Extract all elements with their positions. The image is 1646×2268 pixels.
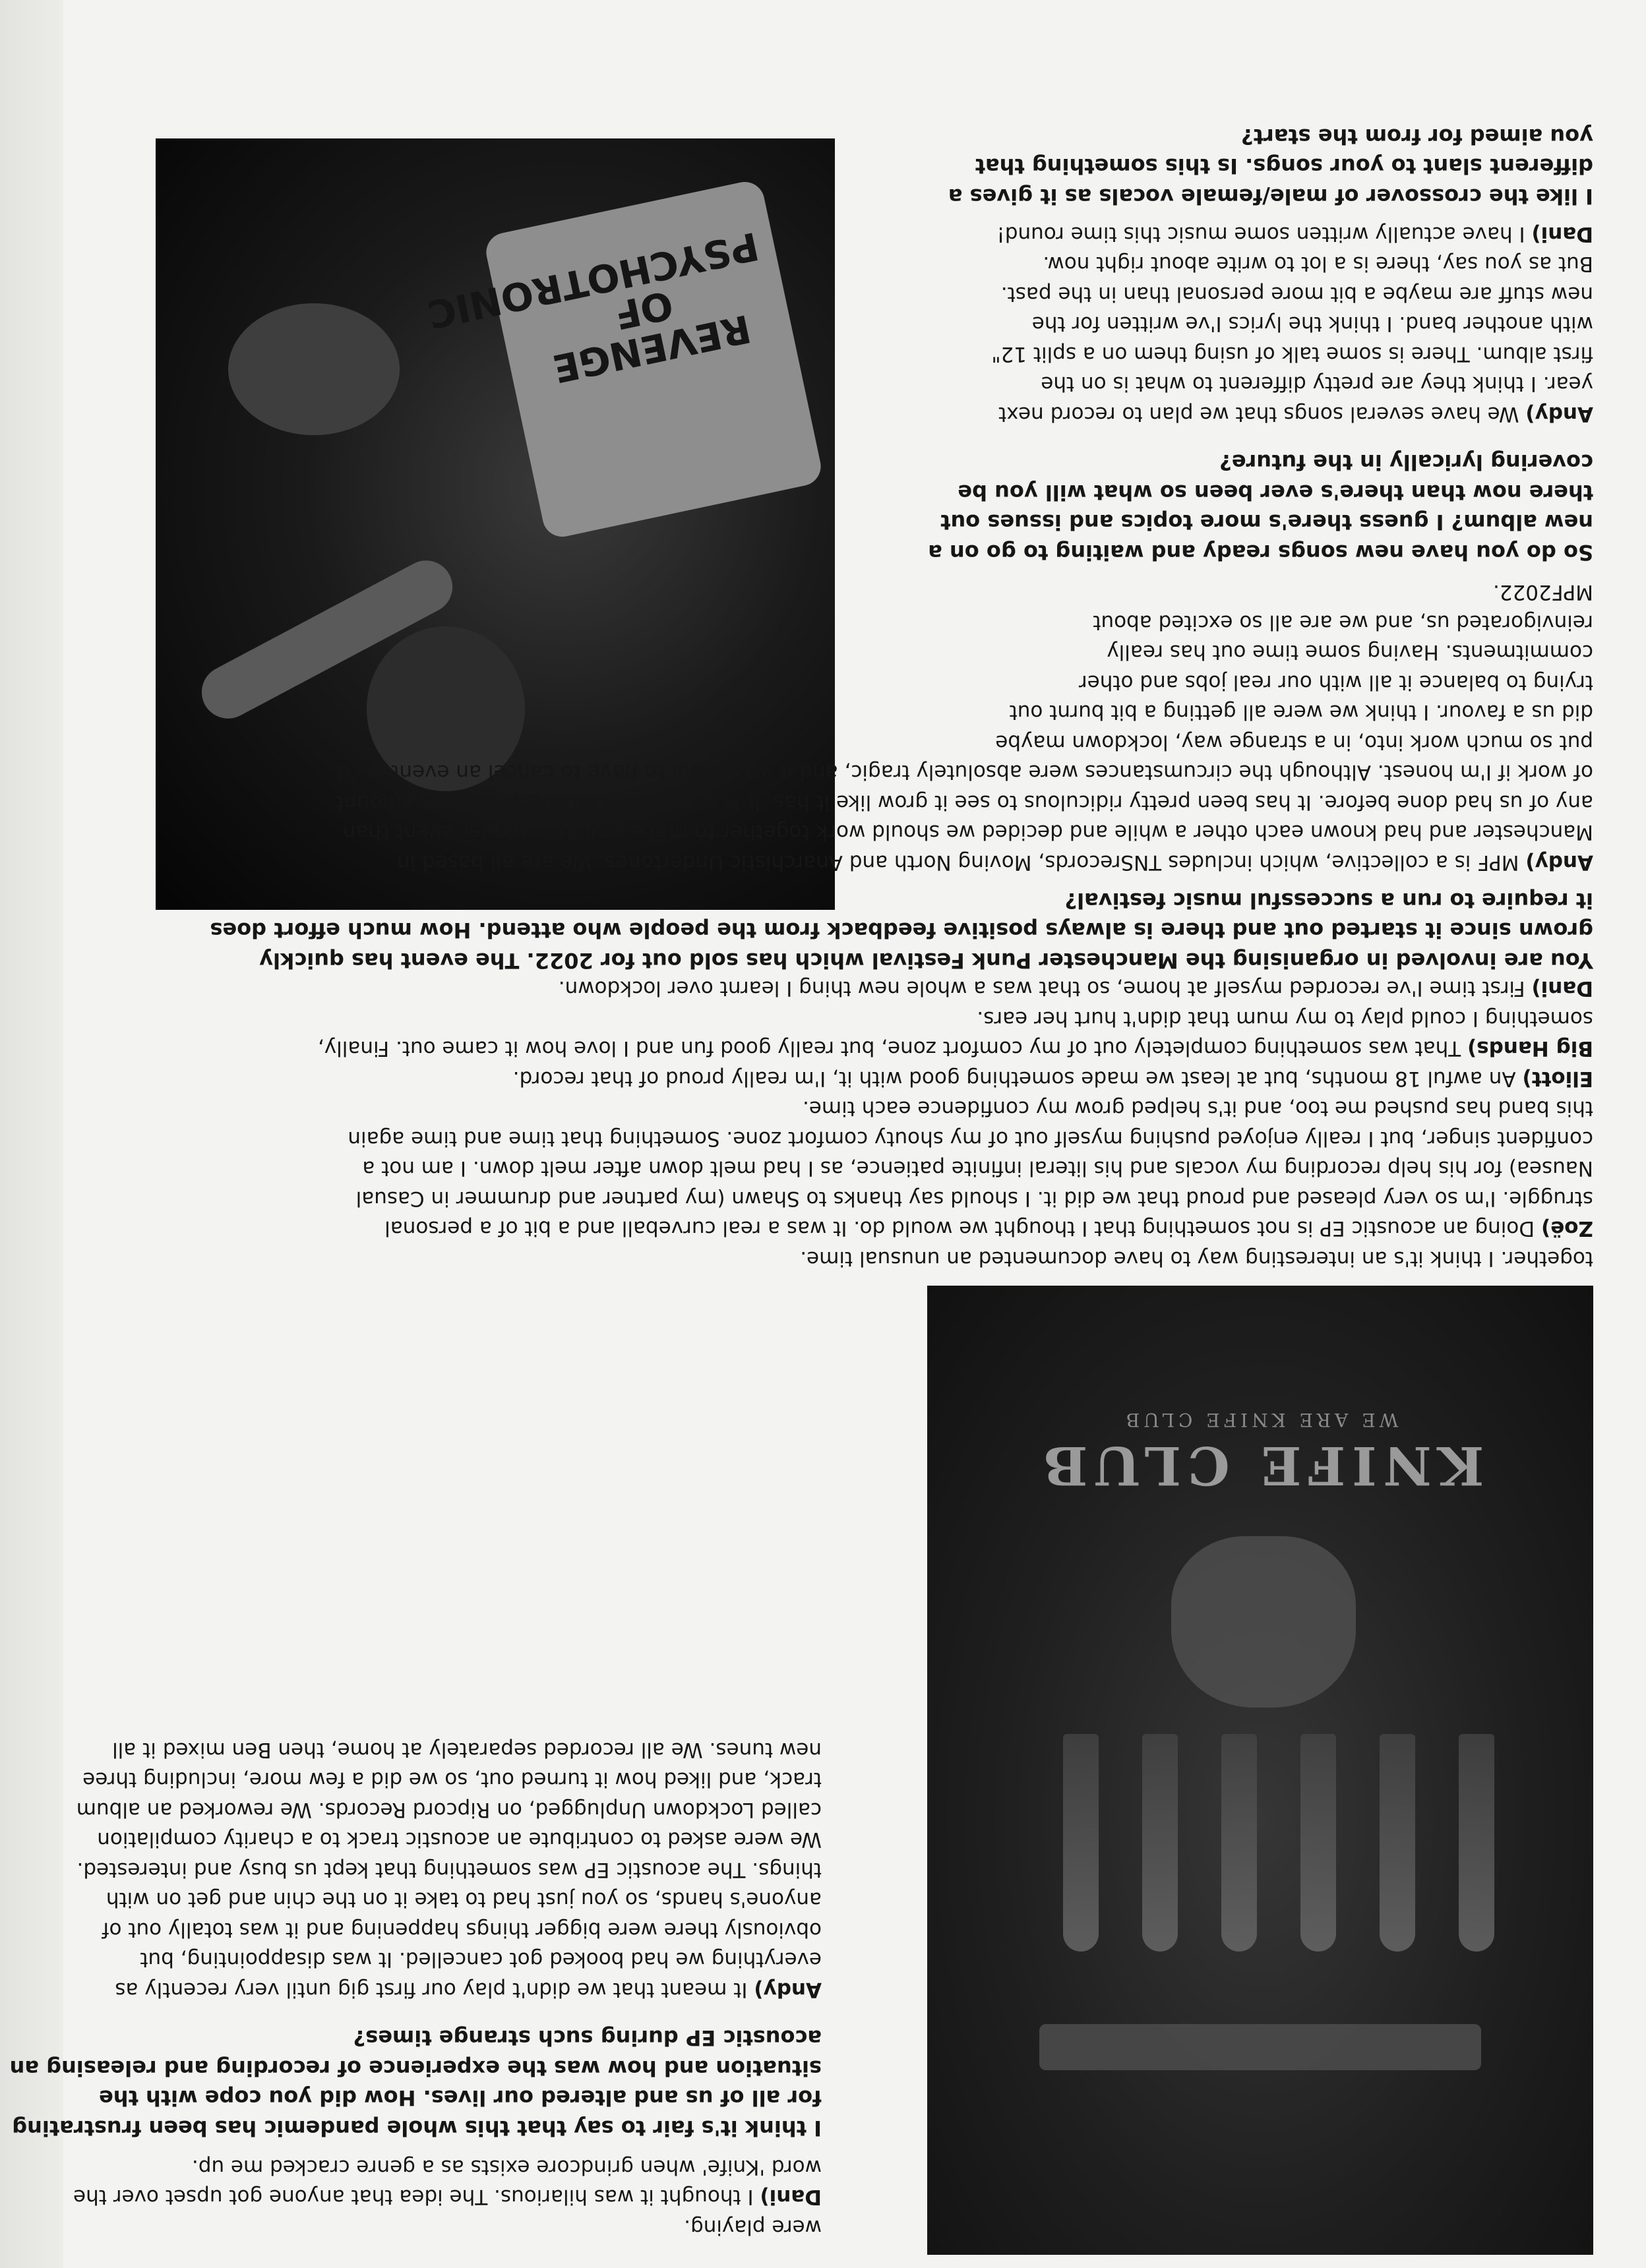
answer-line: first album. There is some talk of using them on a split 12" — [991, 342, 1593, 366]
answer-pandemic-narrow — [76, 1735, 822, 2005]
speaker-name: Andy) — [1525, 850, 1593, 874]
answer-text: It meant that we didn't play our first gig until very recently as — [115, 1978, 754, 2002]
answer-line: MPF2022. — [1492, 580, 1593, 605]
answer-line — [73, 2182, 822, 2212]
question-line: new album? I guess there's more topics and issues out — [940, 510, 1593, 535]
answer-line: did us a favour. I think we were all getting a bit burnt out — [1009, 700, 1593, 725]
question-line: So do you have new songs ready and waiting to go on a — [928, 540, 1593, 565]
question-new-songs — [928, 447, 1593, 567]
t-shirt-text: REVENGE OF PSYCHOTRONIC — [423, 223, 763, 392]
answer-line: called Lockdown Unplugged, on Ripcord Records. We reworked an album — [76, 1798, 822, 1822]
answer-line: confident singer, but I really enjoyed pushing myself out of my shouty comfort zone. Something that time and time again — [348, 1127, 1593, 1150]
album-cover-image — [927, 1286, 1593, 2255]
answer-text: I have actually written some music this time round! — [996, 222, 1532, 246]
answer-line: year. I think they are pretty different to what is on the — [1041, 372, 1593, 396]
speaker-name: Eliott) — [1522, 1067, 1593, 1090]
answer-line: track, and liked how it turned out, so we did a few more, including three — [82, 1768, 822, 1792]
answer-line — [318, 1213, 1593, 1243]
answer-text: Doing an acoustic EP is not something that I thought we would do. It was a real curveball and a bit of a personal — [384, 1216, 1542, 1241]
answer-line: any of us had done before. It has been pretty ridiculous to see it grow like it has. It is sometimes an overwhelming amount — [335, 791, 1593, 814]
answer-line: struggle. I'm so very pleased and proud that we did it. I should say thanks to Shawn (my partner and drummer in Casual — [355, 1187, 1593, 1210]
question-line: I think it's fair to say that this whole pandemic has been frustrating — [12, 2116, 822, 2141]
question-line: you aimed for from the start? — [1241, 124, 1593, 149]
answer-line: put so much work into, in a strange way, lockdown maybe — [995, 731, 1593, 754]
question-line: it require to run a successful music festival? — [1064, 888, 1593, 913]
knife-illustration — [1063, 1734, 1099, 1952]
knife-illustration — [1142, 1734, 1178, 1952]
answer-text: MPF is a collective, which includes TNSrecords, Moving North and Anarchistic Undertones. We are all based in — [396, 850, 1526, 874]
cover-banner — [1039, 2024, 1481, 2070]
question-pandemic — [10, 2023, 822, 2143]
question-line: situation and how was the experience of recording and releasing an — [9, 2056, 822, 2081]
question-festival — [210, 885, 1593, 976]
answer-line: were playing. — [684, 2215, 822, 2239]
speaker-name: Dani) — [1531, 222, 1593, 246]
answer-line: obviously there were bigger things happening and it was totally out of — [102, 1918, 822, 1942]
speaker-name: Andy) — [754, 1978, 822, 2002]
answer-line — [991, 219, 1593, 249]
question-line: I like the crossover of male/female vocals as it gives a — [948, 184, 1593, 209]
answer-line: everything we had booked got cancelled. It was disappointing, but — [140, 1948, 822, 1972]
answer-festival-narrow — [995, 577, 1593, 757]
answer-line: together. I think it's an interesting way to have documented an unusual time. — [800, 1247, 1593, 1270]
knife-illustration — [1459, 1734, 1494, 1952]
answer-text: That was something completely out of my comfort zone, but really good fun and I love how it came out. Finally, — [317, 1036, 1468, 1061]
question-line: covering lyrically in the future? — [1219, 450, 1593, 475]
answer-line — [336, 847, 1593, 878]
question-line: grown since it started out and there is always positive feedback from the people who attend. How much effort does — [210, 918, 1593, 943]
knife-illustration — [1300, 1734, 1336, 1952]
answer-line: with another band. I think the lyrics I've written for the — [1031, 312, 1593, 336]
answer-text: I thought it was hilarious. The idea that anyone got upset over the — [73, 2185, 760, 2209]
question-line: different slant to your songs. Is this something that — [975, 154, 1593, 179]
question-line: acoustic EP during such strange times? — [353, 2025, 822, 2051]
answer-line: word 'Knife' when grindcore exists as a genre cracked me up. — [191, 2155, 822, 2179]
intro-answer — [73, 2152, 822, 2242]
answer-line: new stuff are maybe a bit more personal than in the past. — [1000, 282, 1593, 306]
answer-line: new tunes. We all recorded separately at home, then Ben mixed it all — [112, 1738, 822, 1762]
answer-line: Nausea) for his help recording my vocals and his literal infinite patience, as I had melt down after melt down. I am not a — [362, 1156, 1593, 1181]
answer-text: An awful 18 months, but at least we made something good with it, I'm really proud of that record. — [512, 1067, 1523, 1090]
speaker-name: Andy) — [1525, 402, 1593, 426]
answer-line: trying to balance it all with our real jobs and other — [1078, 671, 1593, 694]
answer-text: We have several songs that we plan to record next — [998, 402, 1526, 426]
cover-skull-illustration — [1171, 1536, 1356, 1708]
speaker-name: Dani) — [760, 2185, 822, 2209]
question-line: there now than there's ever been so what will you be — [958, 480, 1593, 505]
answer-line — [991, 399, 1593, 429]
answer-line: things. The acoustic EP was something that kept us busy and interested. — [76, 1858, 822, 1882]
answer-line: Manchester and had known each other a while and decided we should work together to make a slightly bigger event than — [342, 820, 1593, 845]
question-vocals — [948, 121, 1593, 212]
answer-line: anyone's hands, so you just had to take it on the chin and get on with — [106, 1888, 822, 1912]
answer-line — [318, 1063, 1593, 1094]
drum-kit — [228, 303, 400, 435]
answer-line: reinvigorated us, and we are all so excited about — [1093, 611, 1593, 634]
speaker-name: Big Hands) — [1467, 1036, 1593, 1061]
speaker-name: Dani) — [1531, 976, 1593, 1001]
scan-edge — [0, 0, 63, 2268]
knife-illustration — [1380, 1734, 1415, 1952]
answer-line — [318, 1033, 1593, 1063]
answer-text: First time I've recorded myself at home, so that was a whole new thing I learnt over lockdown. — [558, 976, 1532, 1001]
answer-line — [318, 973, 1593, 1003]
question-line: for all of us and altered our lives. How did you cope with the — [99, 2085, 822, 2111]
answer-line — [76, 1975, 822, 2005]
answer-festival-full — [336, 757, 1593, 877]
answer-line: of work if I'm honest. Although the circumstances were absolutely tragic, and it was awful to have to cancel an event we'd — [336, 760, 1593, 785]
cover-subtitle: WE ARE KNIFE CLUB — [1122, 1409, 1399, 1431]
answer-line: We were asked to contribute an acoustic track to a charity compilation — [97, 1828, 822, 1852]
answer-line: something I could play to my mum that didn't hurt her ears. — [977, 1007, 1593, 1030]
answer-line: commitments. Having some time out has really — [1107, 640, 1593, 665]
cover-title: KNIFE CLUB — [1036, 1435, 1484, 1497]
answer-line: this band has pushed me too, and it's helped grow my confidence each time. — [802, 1096, 1593, 1121]
answer-pandemic-full — [318, 973, 1593, 1273]
answer-new-songs — [991, 219, 1593, 429]
speaker-name: Zoë) — [1541, 1216, 1593, 1241]
answer-line: But as you say, there is a lot to write about right now. — [1043, 252, 1593, 276]
question-line: You are involved in organising the Manchester Punk Festival which has sold out for 2022. The event has quickly — [259, 948, 1593, 973]
knife-illustration — [1221, 1734, 1257, 1952]
